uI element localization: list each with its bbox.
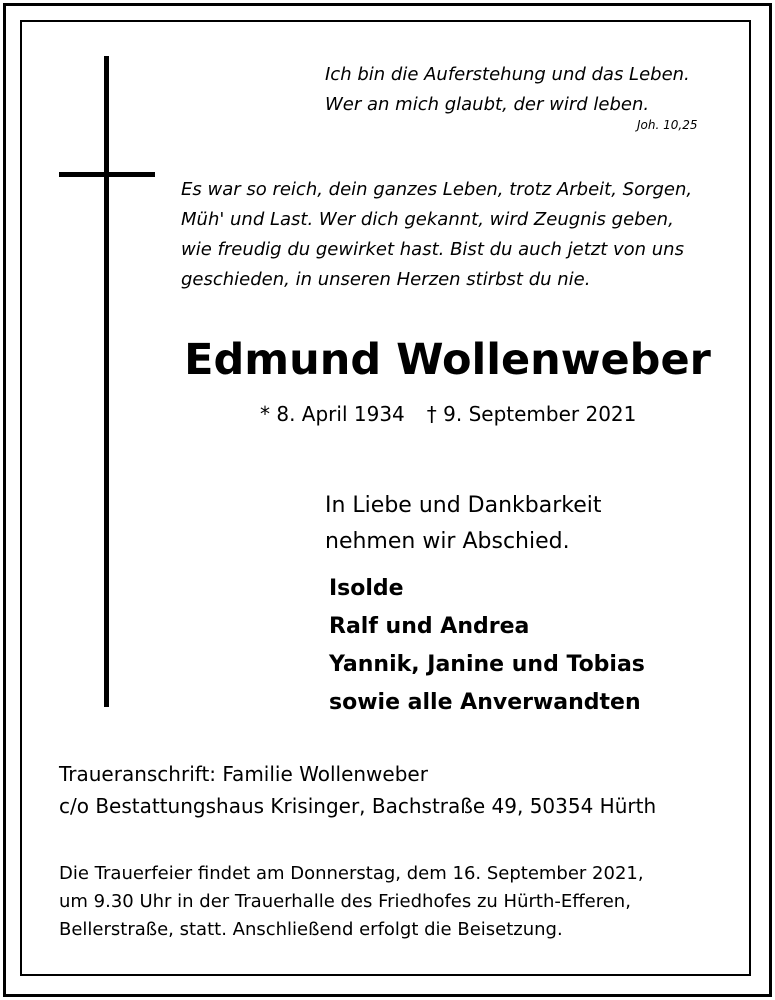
poem-line: geschieden, in unseren Herzen stirbst du nie. [181, 269, 591, 290]
poem-line: wie freudig du gewirket hast. Bist du auch jetzt von uns [181, 239, 684, 260]
address-line: c/o Bestattungshaus Krisinger, Bachstraße 49, 50354 Hürth [59, 794, 657, 818]
mourner-name: Ralf und Andrea [329, 614, 530, 639]
farewell-text [325, 488, 602, 560]
quote-line: Ich bin die Auferstehung und das Leben. [325, 64, 690, 85]
quote-line: Wer an mich glaubt, der wird leben. [325, 94, 650, 115]
poem-line: Müh' und Last. Wer dich gekannt, wird Zeugnis geben, [181, 209, 674, 230]
mourner-name: Yannik, Janine und Tobias [329, 652, 645, 677]
mourners-list [329, 570, 645, 722]
service-details [59, 860, 644, 944]
mourner-name: sowie alle Anverwandten [329, 690, 641, 715]
birth-date: * 8. April 1934 [260, 402, 405, 426]
quote-reference: Joh. 10,25 [637, 118, 698, 132]
address-line: Traueranschrift: Familie Wollenweber [59, 762, 428, 786]
farewell-line: In Liebe und Dankbarkeit [325, 493, 602, 518]
service-line: um 9.30 Uhr in der Trauerhalle des Friedhofes zu Hürth-Efferen, [59, 891, 631, 912]
service-line: Die Trauerfeier findet am Donnerstag, dem 16. September 2021, [59, 863, 644, 884]
mourning-address [59, 758, 656, 822]
bible-quote [325, 60, 690, 120]
mourner-name: Isolde [329, 576, 404, 601]
farewell-line: nehmen wir Abschied. [325, 529, 570, 554]
poem-line: Es war so reich, dein ganzes Leben, trotz Arbeit, Sorgen, [181, 179, 693, 200]
cross-icon-horizontal [59, 172, 155, 177]
deceased-name: Edmund Wollenweber [184, 335, 711, 385]
death-date: † 9. September 2021 [426, 402, 637, 426]
service-line: Bellerstraße, statt. Anschließend erfolgt die Beisetzung. [59, 919, 563, 940]
poem [181, 175, 741, 295]
life-dates [260, 402, 636, 426]
